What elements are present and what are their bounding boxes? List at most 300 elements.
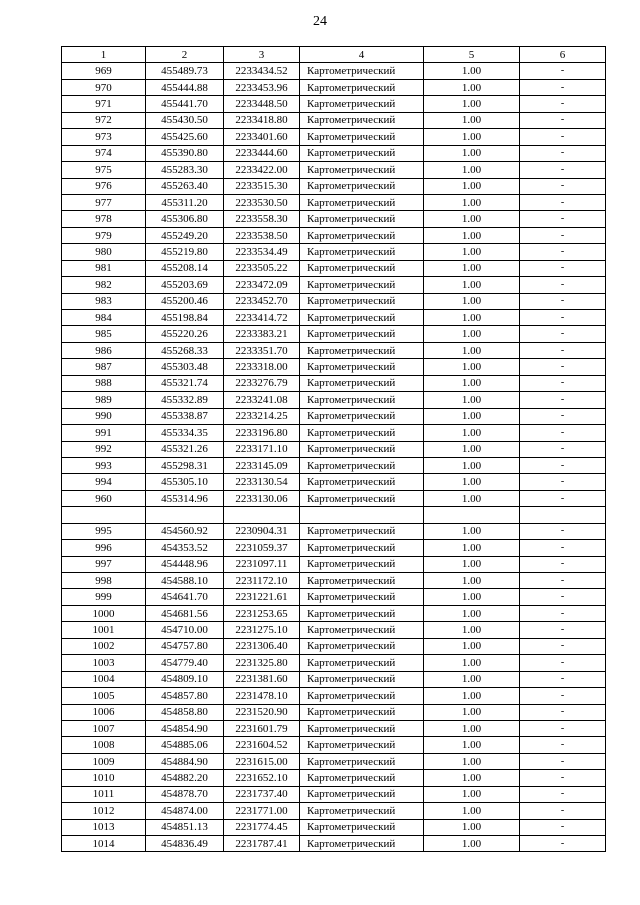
table-row	[62, 112, 606, 128]
cell-y-coordinate: 2231787.41	[224, 836, 300, 852]
cell-note: -	[520, 326, 606, 342]
cell-accuracy: 1.00	[424, 671, 520, 687]
cell-y-coordinate: 2233452.70	[224, 293, 300, 309]
cell-x-coordinate: 454874.00	[146, 803, 224, 819]
cell-accuracy: 1.00	[424, 655, 520, 671]
cell-note: -	[520, 145, 606, 161]
cell-method: Картометрический	[300, 737, 424, 753]
cell-method: Картометрический	[300, 79, 424, 95]
cell-note: -	[520, 162, 606, 178]
cell-accuracy: 1.00	[424, 194, 520, 210]
cell-y-coordinate: 2231520.90	[224, 704, 300, 720]
table-row	[62, 178, 606, 194]
cell-point-number: 960	[62, 490, 146, 506]
cell-y-coordinate: 2231601.79	[224, 720, 300, 736]
cell-note: -	[520, 244, 606, 260]
cell-x-coordinate: 455303.48	[146, 359, 224, 375]
cell-accuracy: 1.00	[424, 573, 520, 589]
cell-point-number: 1005	[62, 688, 146, 704]
cell-x-coordinate: 454858.80	[146, 704, 224, 720]
cell-point-number: 1013	[62, 819, 146, 835]
cell-method: Картометрический	[300, 655, 424, 671]
table-row	[62, 753, 606, 769]
cell-note: -	[520, 227, 606, 243]
table-row	[62, 556, 606, 572]
cell-y-coordinate: 2231774.45	[224, 819, 300, 835]
cell-note: -	[520, 425, 606, 441]
cell-method: Картометрический	[300, 704, 424, 720]
column-header-6: 6	[520, 47, 606, 63]
cell-note: -	[520, 260, 606, 276]
cell-point-number: 985	[62, 326, 146, 342]
cell-method: Картометрический	[300, 408, 424, 424]
cell-point-number: 989	[62, 392, 146, 408]
table-row	[62, 836, 606, 852]
cell-point-number: 977	[62, 194, 146, 210]
cell-point-number: 1012	[62, 803, 146, 819]
cell-accuracy: 1.00	[424, 408, 520, 424]
cell-point-number: 1009	[62, 753, 146, 769]
cell-method: Картометрический	[300, 605, 424, 621]
cell-point-number: 1003	[62, 655, 146, 671]
cell-accuracy: 1.00	[424, 277, 520, 293]
cell-accuracy: 1.00	[424, 63, 520, 79]
cell-accuracy: 1.00	[424, 129, 520, 145]
cell-y-coordinate: 2233214.25	[224, 408, 300, 424]
cell-x-coordinate: 454884.90	[146, 753, 224, 769]
cell-y-coordinate: 2231652.10	[224, 770, 300, 786]
cell-point-number: 997	[62, 556, 146, 572]
cell-accuracy: 1.00	[424, 523, 520, 539]
cell-method: Картометрический	[300, 638, 424, 654]
cell-y-coordinate: 2231604.52	[224, 737, 300, 753]
table-row	[62, 605, 606, 621]
table-row	[62, 737, 606, 753]
cell-accuracy: 1.00	[424, 441, 520, 457]
cell-point-number: 984	[62, 310, 146, 326]
cell-method: Картометрический	[300, 490, 424, 506]
cell-x-coordinate: 454836.49	[146, 836, 224, 852]
table-row	[62, 786, 606, 802]
cell-method: Картометрический	[300, 556, 424, 572]
cell-accuracy: 1.00	[424, 638, 520, 654]
cell-y-coordinate: 2233145.09	[224, 457, 300, 473]
cell-note: -	[520, 671, 606, 687]
cell-accuracy: 1.00	[424, 720, 520, 736]
cell-y-coordinate: 2231253.65	[224, 605, 300, 621]
cell-accuracy: 1.00	[424, 490, 520, 506]
cell-method: Картометрический	[300, 178, 424, 194]
cell-y-coordinate: 2233453.96	[224, 79, 300, 95]
cell-y-coordinate: 2233505.22	[224, 260, 300, 276]
cell-point-number: 1014	[62, 836, 146, 852]
cell-point-number: 1000	[62, 605, 146, 621]
page-number: 24	[313, 14, 327, 29]
cell-method: Картометрический	[300, 573, 424, 589]
cell-x-coordinate: 455332.89	[146, 392, 224, 408]
cell-y-coordinate: 2231306.40	[224, 638, 300, 654]
cell-method: Картометрический	[300, 786, 424, 802]
cell-accuracy: 1.00	[424, 737, 520, 753]
cell-accuracy: 1.00	[424, 342, 520, 358]
cell-note: -	[520, 803, 606, 819]
cell-x-coordinate: 455219.80	[146, 244, 224, 260]
cell-y-coordinate: 2231221.61	[224, 589, 300, 605]
cell-point-number: 986	[62, 342, 146, 358]
cell-y-coordinate: 2233418.80	[224, 112, 300, 128]
cell-y-coordinate: 2233530.50	[224, 194, 300, 210]
table-row	[62, 819, 606, 835]
cell-note: -	[520, 786, 606, 802]
cell-method: Картометрический	[300, 589, 424, 605]
table-row	[62, 194, 606, 210]
cell-note: -	[520, 342, 606, 358]
cell-method: Картометрический	[300, 244, 424, 260]
cell-accuracy: 1.00	[424, 605, 520, 621]
cell-accuracy: 1.00	[424, 211, 520, 227]
table-body	[62, 63, 606, 852]
cell-method: Картометрический	[300, 129, 424, 145]
cell-accuracy: 1.00	[424, 770, 520, 786]
cell-y-coordinate: 2233318.00	[224, 359, 300, 375]
cell-y-coordinate: 2233130.54	[224, 474, 300, 490]
cell-y-coordinate: 2233444.60	[224, 145, 300, 161]
cell-accuracy: 1.00	[424, 310, 520, 326]
cell-note: -	[520, 310, 606, 326]
table-row	[62, 63, 606, 79]
cell-method: Картометрический	[300, 770, 424, 786]
cell-x-coordinate: 454641.70	[146, 589, 224, 605]
cell-accuracy: 1.00	[424, 145, 520, 161]
column-header-2: 2	[146, 47, 224, 63]
table-row	[62, 277, 606, 293]
cell-method: Картометрический	[300, 688, 424, 704]
cell-note: -	[520, 178, 606, 194]
cell-y-coordinate: 2233276.79	[224, 375, 300, 391]
cell-y-coordinate: 2231275.10	[224, 622, 300, 638]
cell-method	[300, 507, 424, 523]
cell-method: Картометрический	[300, 425, 424, 441]
cell-point-number: 990	[62, 408, 146, 424]
cell-x-coordinate: 455425.60	[146, 129, 224, 145]
cell-accuracy: 1.00	[424, 589, 520, 605]
cell-note: -	[520, 605, 606, 621]
cell-point-number: 983	[62, 293, 146, 309]
cell-point-number: 999	[62, 589, 146, 605]
cell-x-coordinate: 455298.31	[146, 457, 224, 473]
table-row	[62, 540, 606, 556]
cell-note: -	[520, 375, 606, 391]
table-row	[62, 474, 606, 490]
cell-point-number: 1006	[62, 704, 146, 720]
cell-y-coordinate: 2233171.10	[224, 441, 300, 457]
cell-x-coordinate: 455198.84	[146, 310, 224, 326]
cell-note: -	[520, 441, 606, 457]
cell-y-coordinate: 2233538.50	[224, 227, 300, 243]
cell-point-number: 973	[62, 129, 146, 145]
cell-x-coordinate: 454878.70	[146, 786, 224, 802]
cell-note: -	[520, 622, 606, 638]
table-row	[62, 622, 606, 638]
table-row	[62, 770, 606, 786]
cell-x-coordinate: 455306.80	[146, 211, 224, 227]
cell-note: -	[520, 836, 606, 852]
cell-point-number: 996	[62, 540, 146, 556]
cell-x-coordinate: 454757.80	[146, 638, 224, 654]
cell-method: Картометрический	[300, 293, 424, 309]
table-header-row	[62, 47, 606, 63]
cell-point-number: 976	[62, 178, 146, 194]
cell-note: -	[520, 79, 606, 95]
table-row	[62, 162, 606, 178]
table-row	[62, 145, 606, 161]
cell-x-coordinate: 455338.87	[146, 408, 224, 424]
cell-point-number: 995	[62, 523, 146, 539]
cell-point-number: 998	[62, 573, 146, 589]
cell-point-number: 971	[62, 96, 146, 112]
cell-x-coordinate: 455311.20	[146, 194, 224, 210]
cell-method: Картометрический	[300, 194, 424, 210]
cell-method: Картометрический	[300, 720, 424, 736]
cell-note: -	[520, 638, 606, 654]
cell-note: -	[520, 688, 606, 704]
cell-note: -	[520, 457, 606, 473]
cell-point-number: 992	[62, 441, 146, 457]
table-row	[62, 655, 606, 671]
cell-point-number: 972	[62, 112, 146, 128]
cell-accuracy: 1.00	[424, 425, 520, 441]
cell-y-coordinate: 2231325.80	[224, 655, 300, 671]
cell-method: Картометрический	[300, 162, 424, 178]
cell-method: Картометрический	[300, 474, 424, 490]
cell-note: -	[520, 589, 606, 605]
cell-y-coordinate: 2231478.10	[224, 688, 300, 704]
cell-y-coordinate	[224, 507, 300, 523]
cell-method: Картометрический	[300, 836, 424, 852]
cell-method: Картометрический	[300, 441, 424, 457]
cell-note: -	[520, 63, 606, 79]
cell-method: Картометрический	[300, 753, 424, 769]
cell-accuracy	[424, 507, 520, 523]
cell-point-number: 979	[62, 227, 146, 243]
cell-accuracy: 1.00	[424, 375, 520, 391]
cell-point-number: 969	[62, 63, 146, 79]
table-row	[62, 507, 606, 523]
cell-method: Картометрический	[300, 359, 424, 375]
cell-accuracy: 1.00	[424, 244, 520, 260]
table-row	[62, 408, 606, 424]
cell-y-coordinate: 2233401.60	[224, 129, 300, 145]
cell-point-number: 988	[62, 375, 146, 391]
cell-accuracy: 1.00	[424, 786, 520, 802]
cell-x-coordinate: 455441.70	[146, 96, 224, 112]
cell-x-coordinate: 455390.80	[146, 145, 224, 161]
cell-point-number: 1004	[62, 671, 146, 687]
table-row	[62, 441, 606, 457]
cell-accuracy: 1.00	[424, 803, 520, 819]
column-header-5: 5	[424, 47, 520, 63]
cell-method: Картометрический	[300, 392, 424, 408]
cell-x-coordinate: 455200.46	[146, 293, 224, 309]
cell-x-coordinate: 454779.40	[146, 655, 224, 671]
cell-accuracy: 1.00	[424, 112, 520, 128]
cell-point-number: 1002	[62, 638, 146, 654]
column-header-4: 4	[300, 47, 424, 63]
coordinates-table	[61, 46, 606, 852]
cell-y-coordinate: 2233241.08	[224, 392, 300, 408]
cell-note: -	[520, 490, 606, 506]
cell-point-number	[62, 507, 146, 523]
cell-note: -	[520, 408, 606, 424]
cell-x-coordinate	[146, 507, 224, 523]
table-row	[62, 688, 606, 704]
cell-x-coordinate: 455220.26	[146, 326, 224, 342]
cell-method: Картометрический	[300, 457, 424, 473]
cell-point-number: 1001	[62, 622, 146, 638]
cell-accuracy: 1.00	[424, 227, 520, 243]
cell-note: -	[520, 129, 606, 145]
table-row	[62, 326, 606, 342]
cell-y-coordinate: 2230904.31	[224, 523, 300, 539]
table-row	[62, 638, 606, 654]
cell-method: Картометрический	[300, 277, 424, 293]
cell-method: Картометрический	[300, 375, 424, 391]
cell-method: Картометрический	[300, 145, 424, 161]
cell-x-coordinate: 454882.20	[146, 770, 224, 786]
table-row	[62, 310, 606, 326]
cell-method: Картометрический	[300, 342, 424, 358]
cell-point-number: 982	[62, 277, 146, 293]
cell-x-coordinate: 454854.90	[146, 720, 224, 736]
cell-note: -	[520, 277, 606, 293]
cell-y-coordinate: 2233351.70	[224, 342, 300, 358]
cell-y-coordinate: 2233515.30	[224, 178, 300, 194]
cell-method: Картометрический	[300, 260, 424, 276]
cell-x-coordinate: 455249.20	[146, 227, 224, 243]
cell-accuracy: 1.00	[424, 688, 520, 704]
cell-y-coordinate: 2233558.30	[224, 211, 300, 227]
cell-x-coordinate: 454588.10	[146, 573, 224, 589]
cell-x-coordinate: 455283.30	[146, 162, 224, 178]
cell-x-coordinate: 454710.00	[146, 622, 224, 638]
cell-method: Картометрический	[300, 326, 424, 342]
cell-accuracy: 1.00	[424, 474, 520, 490]
cell-method: Картометрический	[300, 803, 424, 819]
cell-note: -	[520, 556, 606, 572]
cell-point-number: 1010	[62, 770, 146, 786]
cell-x-coordinate: 454809.10	[146, 671, 224, 687]
cell-x-coordinate: 455321.26	[146, 441, 224, 457]
cell-y-coordinate: 2231615.00	[224, 753, 300, 769]
cell-point-number: 975	[62, 162, 146, 178]
cell-point-number: 994	[62, 474, 146, 490]
cell-x-coordinate: 455268.33	[146, 342, 224, 358]
table-row	[62, 96, 606, 112]
cell-accuracy: 1.00	[424, 704, 520, 720]
cell-accuracy: 1.00	[424, 79, 520, 95]
cell-note: -	[520, 655, 606, 671]
cell-method: Картометрический	[300, 96, 424, 112]
cell-x-coordinate: 454851.13	[146, 819, 224, 835]
cell-note: -	[520, 392, 606, 408]
cell-accuracy: 1.00	[424, 326, 520, 342]
table-row	[62, 375, 606, 391]
cell-point-number: 987	[62, 359, 146, 375]
cell-accuracy: 1.00	[424, 753, 520, 769]
cell-accuracy: 1.00	[424, 622, 520, 638]
cell-y-coordinate: 2231737.40	[224, 786, 300, 802]
cell-y-coordinate: 2233534.49	[224, 244, 300, 260]
cell-accuracy: 1.00	[424, 819, 520, 835]
cell-x-coordinate: 454448.96	[146, 556, 224, 572]
cell-x-coordinate: 455444.88	[146, 79, 224, 95]
cell-method: Картометрический	[300, 211, 424, 227]
table-row	[62, 425, 606, 441]
cell-accuracy: 1.00	[424, 260, 520, 276]
table-row	[62, 523, 606, 539]
cell-y-coordinate: 2231771.00	[224, 803, 300, 819]
table-row	[62, 260, 606, 276]
cell-method: Картометрический	[300, 540, 424, 556]
cell-point-number: 1011	[62, 786, 146, 802]
table-row	[62, 589, 606, 605]
cell-x-coordinate: 455263.40	[146, 178, 224, 194]
cell-note: -	[520, 720, 606, 736]
cell-note: -	[520, 112, 606, 128]
table-row	[62, 671, 606, 687]
cell-x-coordinate: 454560.92	[146, 523, 224, 539]
cell-method: Картометрический	[300, 523, 424, 539]
cell-x-coordinate: 454857.80	[146, 688, 224, 704]
cell-y-coordinate: 2233448.50	[224, 96, 300, 112]
cell-note: -	[520, 753, 606, 769]
cell-accuracy: 1.00	[424, 162, 520, 178]
table-row	[62, 720, 606, 736]
table-row	[62, 211, 606, 227]
table-row	[62, 293, 606, 309]
cell-y-coordinate: 2231097.11	[224, 556, 300, 572]
cell-method: Картометрический	[300, 227, 424, 243]
cell-x-coordinate: 455430.50	[146, 112, 224, 128]
cell-y-coordinate: 2233422.00	[224, 162, 300, 178]
cell-accuracy: 1.00	[424, 293, 520, 309]
cell-y-coordinate: 2231172.10	[224, 573, 300, 589]
cell-accuracy: 1.00	[424, 178, 520, 194]
table-row	[62, 359, 606, 375]
cell-x-coordinate: 455334.35	[146, 425, 224, 441]
cell-point-number: 993	[62, 457, 146, 473]
cell-note: -	[520, 359, 606, 375]
cell-method: Картометрический	[300, 819, 424, 835]
cell-note: -	[520, 96, 606, 112]
cell-point-number: 978	[62, 211, 146, 227]
column-header-3: 3	[224, 47, 300, 63]
cell-x-coordinate: 454885.06	[146, 737, 224, 753]
column-header-1: 1	[62, 47, 146, 63]
cell-x-coordinate: 455208.14	[146, 260, 224, 276]
cell-accuracy: 1.00	[424, 359, 520, 375]
table-row	[62, 244, 606, 260]
table-row	[62, 342, 606, 358]
table-row	[62, 227, 606, 243]
table-row	[62, 573, 606, 589]
cell-note: -	[520, 704, 606, 720]
table-row	[62, 704, 606, 720]
cell-note: -	[520, 523, 606, 539]
cell-method: Картометрический	[300, 671, 424, 687]
cell-y-coordinate: 2233472.09	[224, 277, 300, 293]
cell-y-coordinate: 2231381.60	[224, 671, 300, 687]
